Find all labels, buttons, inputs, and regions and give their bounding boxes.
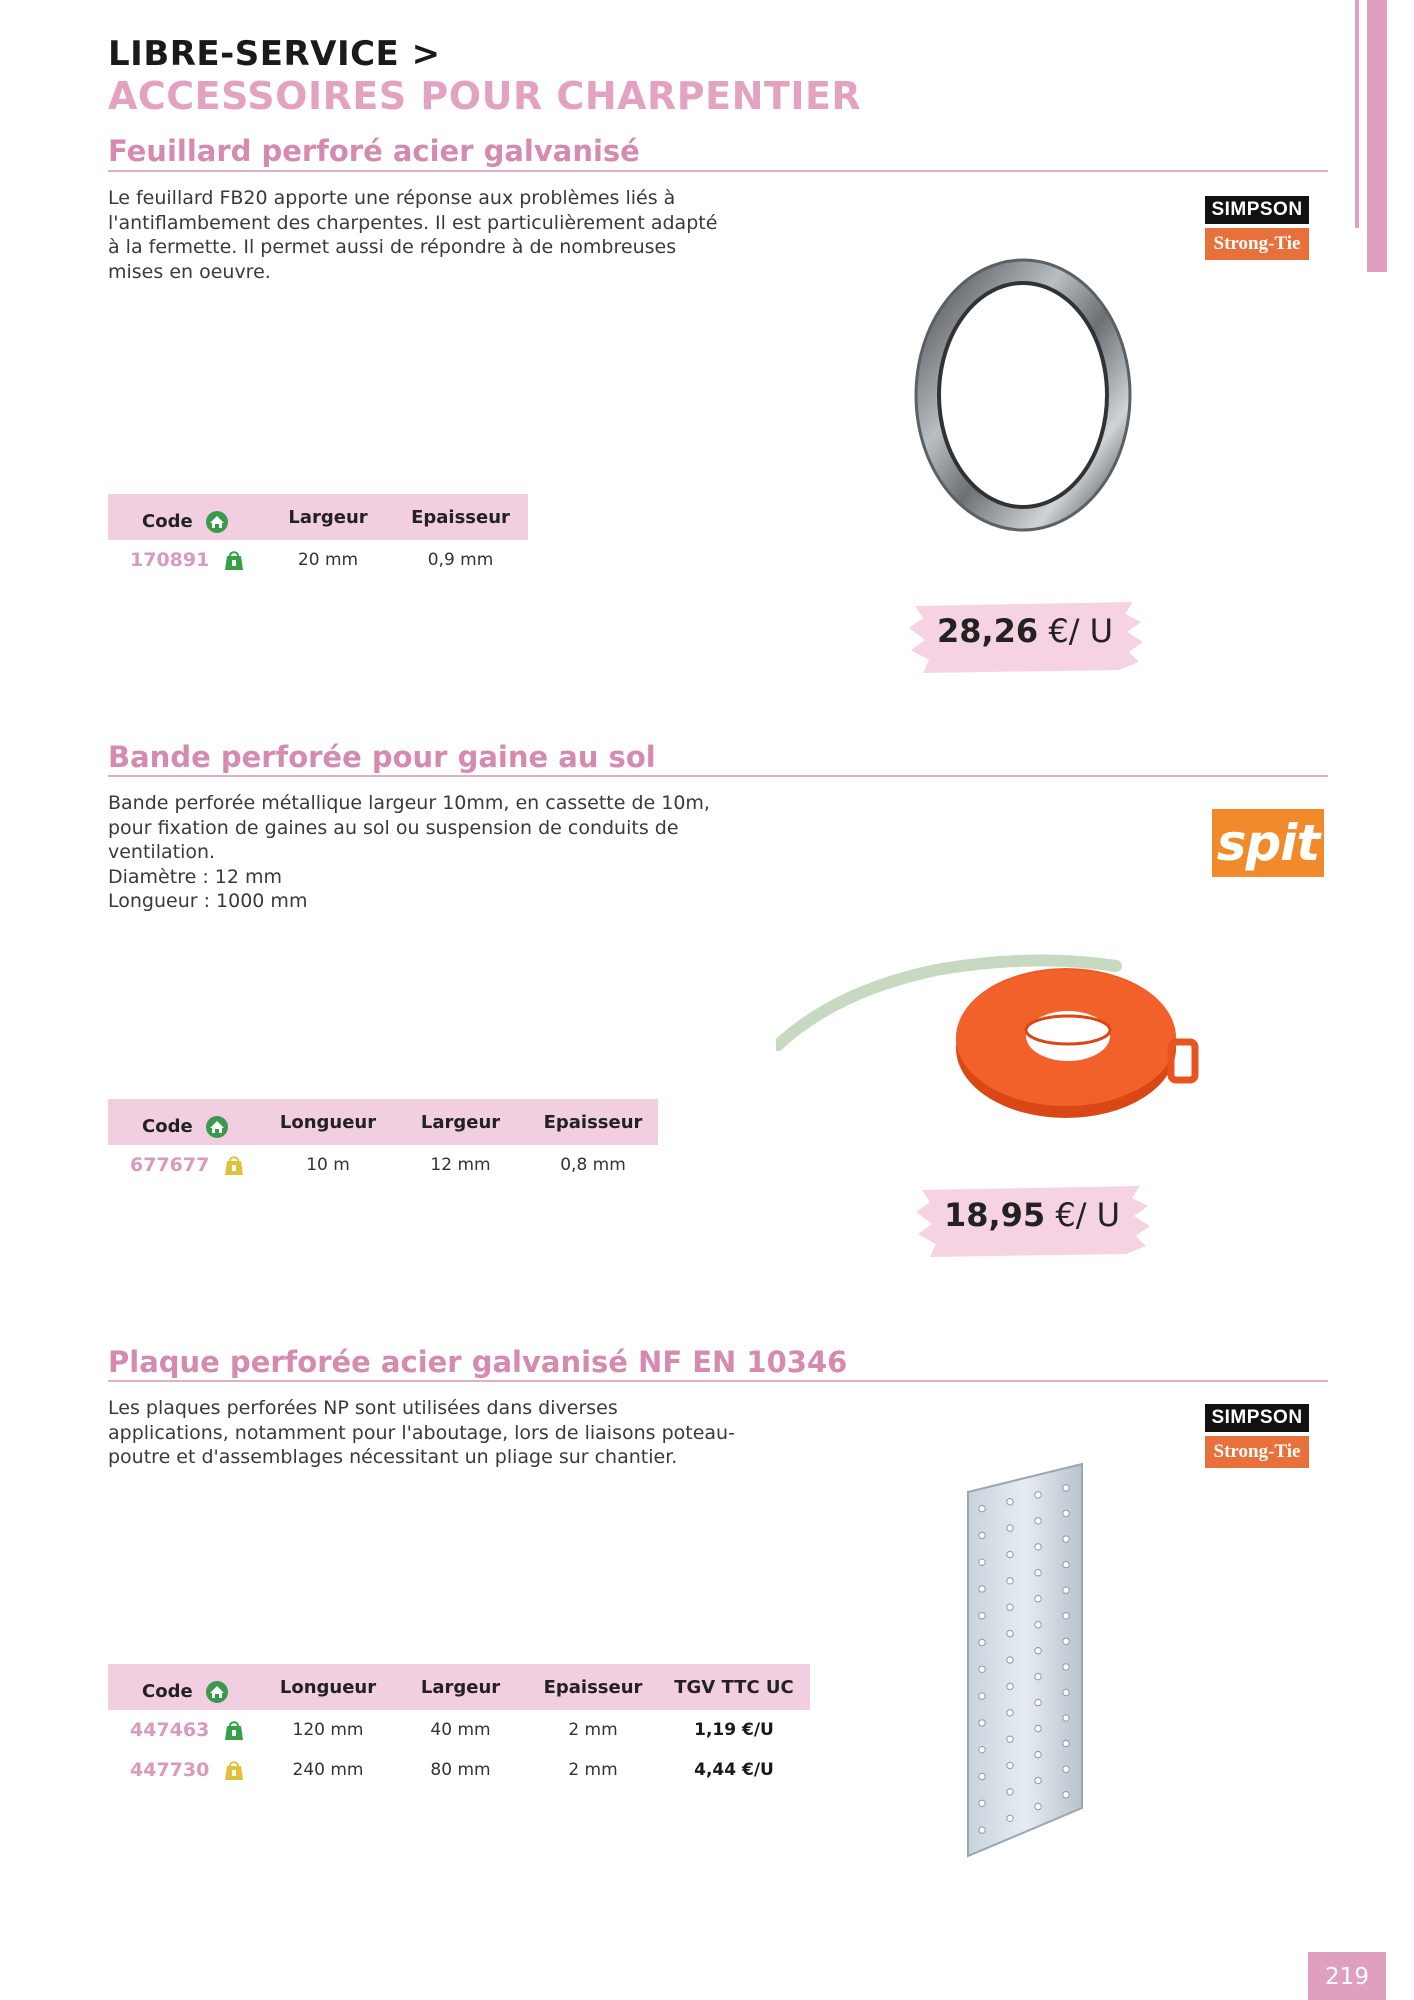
description-line: mises en oeuvre. — [108, 260, 271, 283]
price-unit: €/ U — [1055, 1196, 1121, 1234]
product-code-cell — [108, 1750, 263, 1790]
column-header-epaisseur: Epaisseur — [528, 1099, 658, 1145]
column-header-code — [108, 1664, 263, 1710]
column-header-epaisseur: Epaisseur — [528, 1664, 658, 1710]
table-cell: 40 mm — [430, 1720, 491, 1740]
brand-logo-bottom: Strong-Tie — [1205, 1436, 1309, 1468]
table-cell: 20 mm — [297, 550, 359, 570]
description-line: Diamètre : 12 mm — [108, 865, 282, 888]
product-code-cell — [108, 1145, 263, 1185]
price — [912, 1196, 1152, 1234]
product-title-bande: Bande perforée pour gaine au sol — [108, 740, 656, 774]
description-line: poutre et d'assemblages nécessitant un pliage sur chantier. — [108, 1446, 678, 1468]
price-tag-bande — [912, 1184, 1152, 1258]
product-table-feuillard — [108, 494, 528, 580]
table-row — [108, 1750, 810, 1790]
description-line: Le feuillard FB20 apporte une réponse aux problèmes liés à — [108, 187, 676, 209]
category-breadcrumb: LIBRE-SERVICE > — [108, 34, 441, 74]
price-cell: 4,44 €/U — [694, 1760, 774, 1780]
table-cell: 240 mm — [292, 1760, 364, 1780]
product-code-cell — [108, 1710, 263, 1750]
side-accent-bar-thick — [1367, 0, 1387, 272]
table-cell: 0,9 mm — [427, 550, 494, 570]
galvanized-strap-coil-icon — [905, 255, 1145, 535]
product-description-feuillard — [108, 186, 728, 284]
page-title: ACCESSOIRES POUR CHARPENTIER — [108, 74, 862, 118]
side-accent-bar-thin — [1355, 0, 1359, 228]
description-line: pour fixation de gaines au sol ou suspension de conduits de — [108, 816, 679, 839]
brand-logo-top: SIMPSON — [1205, 196, 1309, 224]
column-header-code — [108, 494, 263, 540]
simpson-strong-tie-logo — [1205, 1404, 1309, 1468]
product-code: 447730 — [130, 1758, 210, 1781]
section-divider — [108, 775, 1328, 777]
column-header-code — [108, 1099, 263, 1145]
product-description-plaque — [108, 1396, 768, 1470]
description-line: l'antiflambement des charpentes. Il est particulièrement adapté — [108, 211, 718, 234]
product-code: 677677 — [130, 1153, 210, 1176]
table-row — [108, 1710, 810, 1750]
yellow-bag-icon — [224, 1759, 244, 1781]
product-table-plaque — [108, 1664, 810, 1790]
spit-logo: spit — [1212, 809, 1324, 877]
product-title-feuillard: Feuillard perforé acier galvanisé — [108, 134, 640, 168]
green-bag-icon — [224, 549, 244, 571]
section-divider — [108, 1380, 1328, 1382]
table-cell: 80 mm — [430, 1760, 491, 1780]
column-header-largeur: Largeur — [393, 1664, 528, 1710]
column-header-largeur: Largeur — [263, 494, 393, 540]
column-header-label: Code — [142, 1116, 193, 1137]
perforated-band-cassette-icon — [776, 940, 1226, 1140]
column-header-label: Code — [142, 511, 193, 532]
table-cell: 12 mm — [430, 1155, 491, 1175]
product-code-cell — [108, 540, 263, 580]
description-line: applications, notamment pour l'aboutage, lors de liaisons poteau- — [108, 1421, 735, 1444]
eco-house-icon — [205, 510, 229, 534]
price-amount: 18,95 — [943, 1196, 1046, 1234]
yellow-bag-icon — [224, 1154, 244, 1176]
table-cell: 2 mm — [568, 1720, 618, 1740]
column-header-longueur: Longueur — [263, 1099, 393, 1145]
price — [905, 612, 1145, 650]
eco-house-icon — [205, 1680, 229, 1704]
table-cell: 0,8 mm — [560, 1155, 626, 1175]
green-bag-icon — [224, 1719, 244, 1741]
product-code: 170891 — [130, 548, 210, 571]
simpson-strong-tie-logo — [1205, 196, 1309, 260]
section-divider — [108, 170, 1328, 172]
brand-logo-top: SIMPSON — [1205, 1404, 1309, 1432]
table-row — [108, 540, 528, 580]
description-line: Les plaques perforées NP sont utilisées dans diverses — [108, 1397, 618, 1419]
eco-house-icon — [205, 1115, 229, 1139]
column-header-largeur: Largeur — [393, 1099, 528, 1145]
perforated-plate-icon — [960, 1460, 1090, 1860]
brand-logo-bottom: Strong-Tie — [1205, 228, 1309, 260]
product-description-bande — [108, 791, 728, 914]
column-header-label: Code — [142, 1681, 193, 1702]
product-title-plaque: Plaque perforée acier galvanisé NF EN 10346 — [108, 1345, 848, 1379]
price-cell: 1,19 €/U — [694, 1720, 774, 1740]
column-header-epaisseur: Epaisseur — [393, 494, 528, 540]
description-line: ventilation. — [108, 841, 216, 863]
product-table-bande — [108, 1099, 658, 1185]
product-code: 447463 — [130, 1718, 210, 1741]
price-unit: €/ U — [1048, 612, 1114, 650]
description-line: Longueur : 1000 mm — [108, 890, 308, 912]
column-header-longueur: Longueur — [263, 1664, 393, 1710]
table-cell: 2 mm — [568, 1760, 618, 1780]
page-number: 219 — [1308, 1952, 1386, 2000]
description-line: à la fermette. Il permet aussi de répondre à de nombreuses — [108, 236, 677, 258]
table-cell: 120 mm — [292, 1720, 364, 1740]
table-cell: 10 m — [306, 1155, 350, 1175]
price-tag-feuillard — [905, 600, 1145, 674]
column-header-price: TGV TTC UC — [658, 1664, 810, 1710]
description-line: Bande perforée métallique largeur 10mm, en cassette de 10m, — [108, 792, 710, 814]
table-row — [108, 1145, 658, 1185]
price-amount: 28,26 — [936, 612, 1039, 650]
